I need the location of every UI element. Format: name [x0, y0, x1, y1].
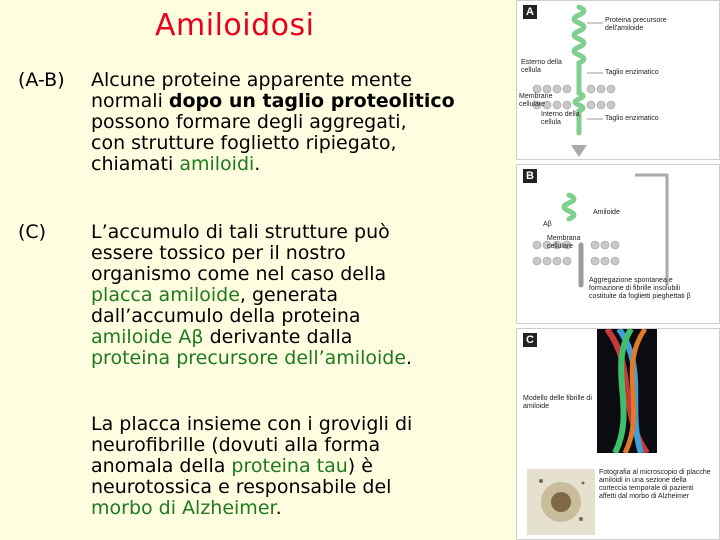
panel-c-photo-caption: Fotografia al microscopio di placche amiloidi in una sezione della corteccia temporale di pazienti affetti dal morbo di Alzheimer: [599, 469, 711, 500]
text-segment: .: [254, 153, 261, 175]
figure-panel-a: [516, 0, 720, 160]
text-line: [91, 222, 412, 243]
panel-a-inside-label: Interno della cellula: [541, 111, 580, 126]
text-segment: placca amiloide: [91, 284, 240, 306]
text-line: [91, 414, 412, 435]
text-segment: neurofibrille (dovuti alla forma: [91, 434, 381, 456]
text-segment: chiamati: [91, 153, 180, 175]
panel-b-aggregation-label: Aggregazione spontanea e formazione di fibrille insolubili costituite da foglietti pieghettati β: [589, 277, 691, 300]
section-ab-label: (A-B): [18, 69, 65, 91]
panel-a-label: A: [523, 5, 537, 19]
text-segment: neurotossica e responsabile del: [91, 476, 392, 498]
text-segment: essere tossico per il nostro: [91, 242, 346, 264]
section-tau-text: [91, 414, 412, 519]
text-line: [91, 91, 455, 112]
text-segment: proteina precursore dell’amiloide: [91, 347, 407, 369]
panel-a-outside-label: Esterno della cellula: [521, 59, 562, 74]
panel-b-abeta-label: Aβ: [543, 221, 552, 228]
text-segment: .: [406, 347, 413, 369]
text-line: [91, 133, 455, 154]
text-line: [91, 477, 412, 498]
text-line: [91, 348, 412, 369]
text-segment: ) è: [347, 455, 373, 477]
text-line: [91, 112, 455, 133]
text-line: [91, 285, 412, 306]
figure-column: [516, 0, 720, 540]
section-c-label: (C): [18, 221, 47, 243]
text-segment: L’accumulo di tali strutture può: [91, 221, 390, 243]
panel-c-label: C: [523, 333, 537, 347]
text-line: [91, 243, 412, 264]
text-segment: anomala della: [91, 455, 232, 477]
text-segment: derivante dalla: [203, 326, 353, 348]
text-segment: amiloide Aβ: [91, 326, 204, 348]
panel-b-membrane-label: Membrana cellulare: [547, 235, 581, 250]
figure-panel-b: [516, 164, 720, 324]
text-line: [91, 70, 455, 91]
text-segment: morbo di Alzheimer: [91, 497, 276, 519]
arrow-down-icon: [571, 145, 587, 157]
text-segment: proteina tau: [231, 455, 348, 477]
text-segment: amiloidi: [179, 153, 255, 175]
plaque-micrograph-image: [527, 469, 595, 535]
text-line: [91, 306, 412, 327]
section-ab-text: [91, 70, 455, 175]
text-line: [91, 264, 412, 285]
fibril-model-drawing: [597, 329, 657, 453]
text-segment: con strutture foglietto ripiegato,: [91, 132, 397, 154]
text-line: [91, 435, 412, 456]
text-segment: organismo come nel caso della: [91, 263, 387, 285]
panel-a-enzyme2-label: Taglio enzimatico: [605, 115, 659, 122]
text-segment: dall’accumulo della proteina: [91, 305, 361, 327]
text-segment: dopo un taglio proteolitico: [168, 90, 455, 112]
plaque-micrograph-drawing: [527, 469, 595, 535]
text-segment: Alcune proteine apparente mente: [91, 69, 412, 91]
text-segment: possono formare degli aggregati,: [91, 111, 407, 133]
panel-c-model-label: Modello delle fibrille di amiloide: [523, 395, 592, 410]
text-line: [91, 154, 455, 175]
fibril-model-image: [597, 329, 657, 453]
text-line: [91, 456, 412, 477]
text-segment: normali: [91, 90, 169, 112]
text-segment: La placca insieme con i grovigli di: [91, 413, 413, 435]
slide-title: Amiloidosi: [155, 8, 315, 43]
panel-b-label: B: [523, 169, 537, 183]
panel-a-protein-label: Proteina precursore dell'amiloide: [605, 17, 667, 32]
panel-a-enzyme1-label: Taglio enzimatico: [605, 69, 659, 76]
text-line: [91, 327, 412, 348]
section-c-text: [91, 222, 412, 369]
panel-b-amyloid-label: Amiloide: [593, 209, 620, 216]
figure-panel-c: [516, 328, 720, 540]
panel-a-membrane-label: Membrane cellulare: [519, 93, 553, 108]
text-line: [91, 498, 412, 519]
text-segment: .: [275, 497, 282, 519]
text-segment: , generata: [239, 284, 339, 306]
